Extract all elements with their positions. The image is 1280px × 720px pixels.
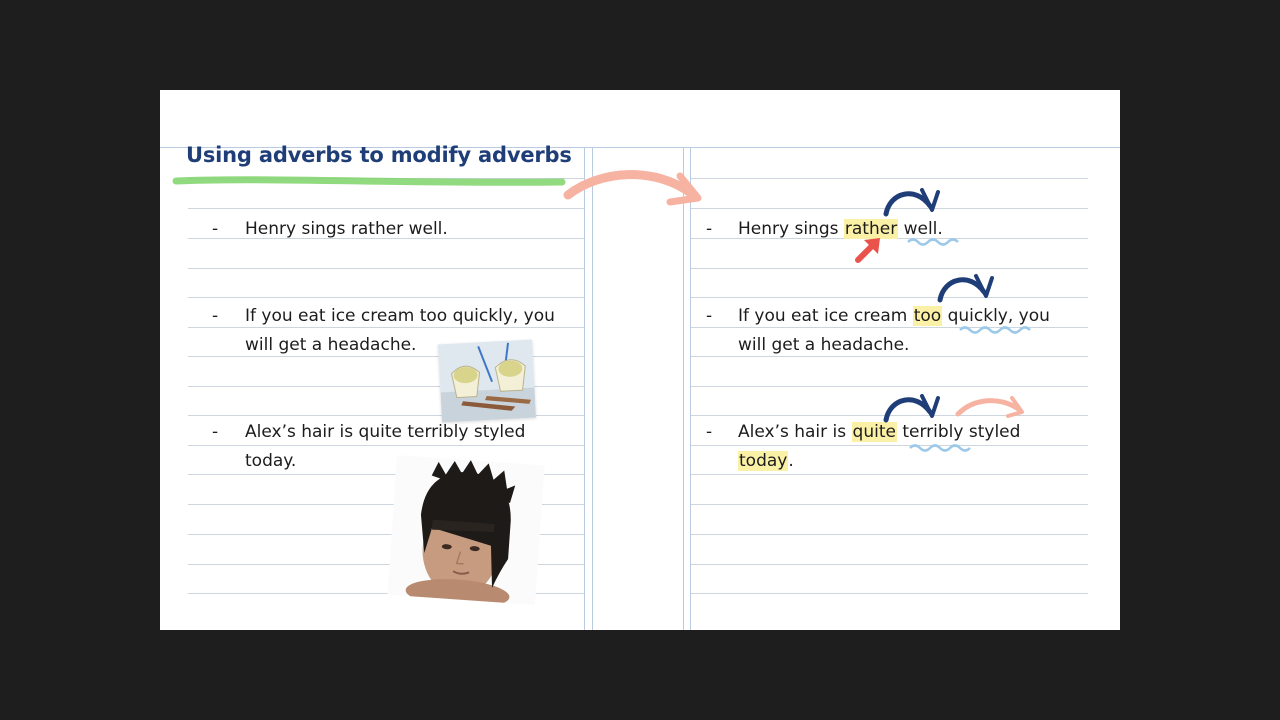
text-segment: .	[788, 451, 794, 471]
ruled-line	[188, 297, 585, 298]
ruled-line	[690, 386, 1088, 387]
bullet-dash: -	[212, 306, 219, 326]
ice-cream-cups-icon	[438, 340, 536, 423]
text-segment: well.	[898, 219, 943, 239]
ruled-line	[690, 534, 1088, 535]
bullet-dash: -	[706, 219, 713, 239]
highlighted-adverb: quite	[852, 422, 896, 442]
blue-squiggle-underline	[958, 324, 1030, 336]
highlighted-adverb: rather	[844, 219, 898, 239]
bad-haircut-photo	[387, 455, 544, 605]
ruled-line	[690, 268, 1088, 269]
ruled-line	[188, 268, 585, 269]
highlighted-adverb: too	[913, 306, 942, 326]
ruled-line	[690, 147, 1120, 148]
example-text-line2: will get a headache.	[738, 335, 910, 355]
bullet-dash: -	[212, 219, 219, 239]
right-notebook-page	[690, 90, 1120, 630]
example-text	[738, 418, 1020, 447]
red-pointer-arrow-icon	[854, 236, 886, 264]
example-text-line2: will get a headache.	[245, 335, 417, 355]
ruled-line	[188, 208, 585, 209]
transition-arrow-icon	[560, 162, 710, 210]
example-text: Alex’s hair is quite terribly styled	[245, 422, 526, 442]
blue-squiggle-underline	[906, 236, 966, 248]
ruled-line	[690, 504, 1088, 505]
page-edge-line	[584, 147, 585, 630]
example-text: Henry sings rather well.	[245, 219, 448, 239]
blue-curved-arrow-icon	[882, 184, 942, 218]
slide-title: Using adverbs to modify adverbs	[186, 143, 572, 167]
example-text-line2	[738, 447, 794, 476]
blue-squiggle-underline	[908, 442, 976, 454]
boy-with-odd-haircut-icon	[387, 455, 544, 605]
ruled-line	[690, 297, 1088, 298]
page-edge-line	[690, 147, 691, 630]
ruled-line	[690, 564, 1088, 565]
bullet-dash: -	[706, 306, 713, 326]
ruled-line	[690, 178, 1088, 179]
ruled-line	[690, 593, 1088, 594]
blue-curved-arrow-icon	[936, 270, 996, 304]
highlighted-adverb: today	[739, 451, 788, 471]
example-text-line2: today.	[245, 451, 297, 471]
example-text: If you eat ice cream too quickly, you	[245, 306, 555, 326]
bullet-dash: -	[212, 422, 219, 442]
text-segment: Alex’s hair is	[738, 422, 852, 442]
text-segment: Henry sings	[738, 219, 844, 239]
page-edge-line	[592, 147, 593, 630]
page-edge-line	[683, 147, 684, 630]
text-segment: quickly, you	[942, 306, 1050, 326]
slide	[160, 90, 1120, 630]
blue-curved-arrow-icon	[882, 390, 942, 424]
ice-cream-photo	[438, 340, 536, 423]
bullet-dash: -	[706, 422, 713, 442]
text-segment: terribly styled	[896, 422, 1021, 442]
title-underline-stroke	[172, 174, 567, 188]
peach-curved-arrow-icon	[954, 394, 1028, 422]
text-segment: If you eat ice cream	[738, 306, 913, 326]
